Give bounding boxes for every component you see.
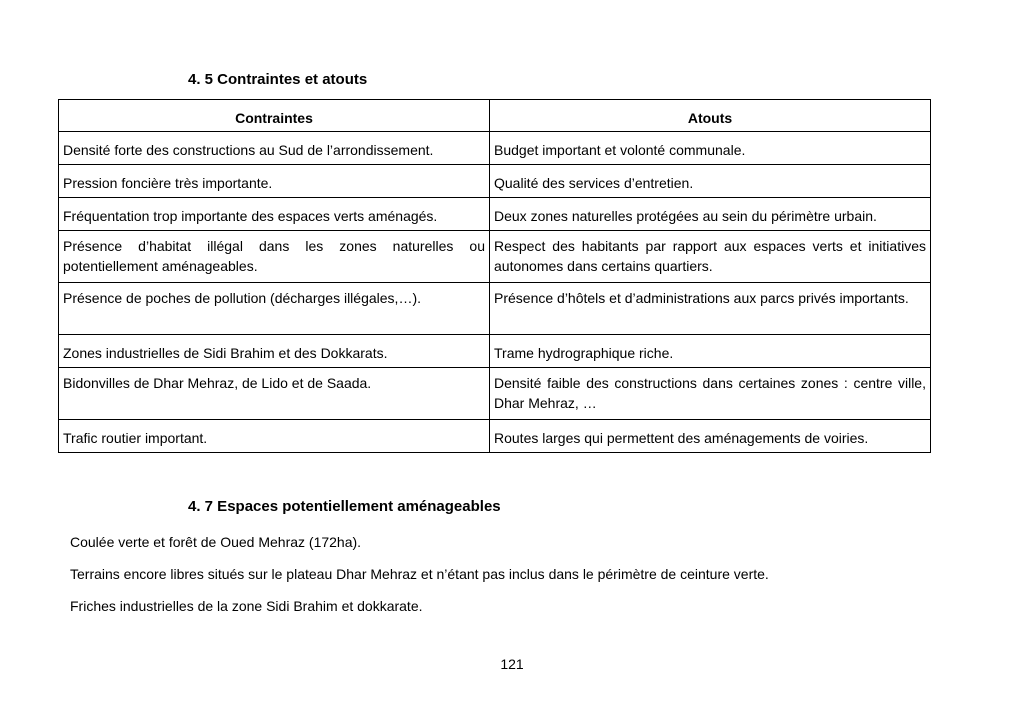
section-heading-espaces-amenageables: 4. 7 Espaces potentiellement aménageables: [188, 498, 501, 515]
table-cell: Présence d’hôtels et d’administrations aux parcs privés importants.: [490, 283, 931, 335]
table-cell: Zones industrielles de Sidi Brahim et des Dokkarats.: [59, 335, 490, 368]
table-cell: Fréquentation trop importante des espaces verts aménagés.: [59, 198, 490, 231]
table-cell: Budget important et volonté communale.: [490, 132, 931, 165]
table-row: [59, 165, 931, 198]
paragraph: Coulée verte et forêt de Oued Mehraz (172ha).: [70, 534, 362, 550]
table-row: [59, 335, 931, 368]
table-header-row: [59, 100, 931, 132]
table-cell: Présence de poches de pollution (décharges illégales,…).: [59, 283, 490, 335]
page-number: 121: [500, 656, 524, 672]
table-row: [59, 132, 931, 165]
table-cell: Deux zones naturelles protégées au sein du périmètre urbain.: [490, 198, 931, 231]
table-cell: Qualité des services d’entretien.: [490, 165, 931, 198]
table-cell: Densité forte des constructions au Sud de l’arrondissement.: [59, 132, 490, 165]
table-cell: Trame hydrographique riche.: [490, 335, 931, 368]
table-row: [59, 283, 931, 335]
table-cell: Présence d’habitat illégal dans les zones naturelles ou potentiellement aménageables.: [59, 231, 490, 283]
section-heading-contraintes-atouts: 4. 5 Contraintes et atouts: [188, 71, 368, 88]
table-row: [59, 420, 931, 453]
table-cell: Pression foncière très importante.: [59, 165, 490, 198]
table-cell: Routes larges qui permettent des aménagements de voiries.: [490, 420, 931, 453]
table-cell: Bidonvilles de Dhar Mehraz, de Lido et de Saada.: [59, 368, 490, 420]
paragraph: Terrains encore libres situés sur le plateau Dhar Mehraz et n’étant pas inclus dans le périmètre de ceinture verte.: [70, 566, 769, 582]
table-cell: Densité faible des constructions dans certaines zones : centre ville, Dhar Mehraz, …: [490, 368, 931, 420]
table-cell: Respect des habitants par rapport aux espaces verts et initiatives autonomes dans certains quartiers.: [490, 231, 931, 283]
table-row: [59, 368, 931, 420]
column-header-atouts: Atouts: [490, 100, 931, 132]
table-row: [59, 231, 931, 283]
contraintes-atouts-table: [58, 99, 931, 453]
table-cell: Trafic routier important.: [59, 420, 490, 453]
table-row: [59, 198, 931, 231]
column-header-contraintes: Contraintes: [59, 100, 490, 132]
paragraph: Friches industrielles de la zone Sidi Brahim et dokkarate.: [70, 598, 423, 614]
